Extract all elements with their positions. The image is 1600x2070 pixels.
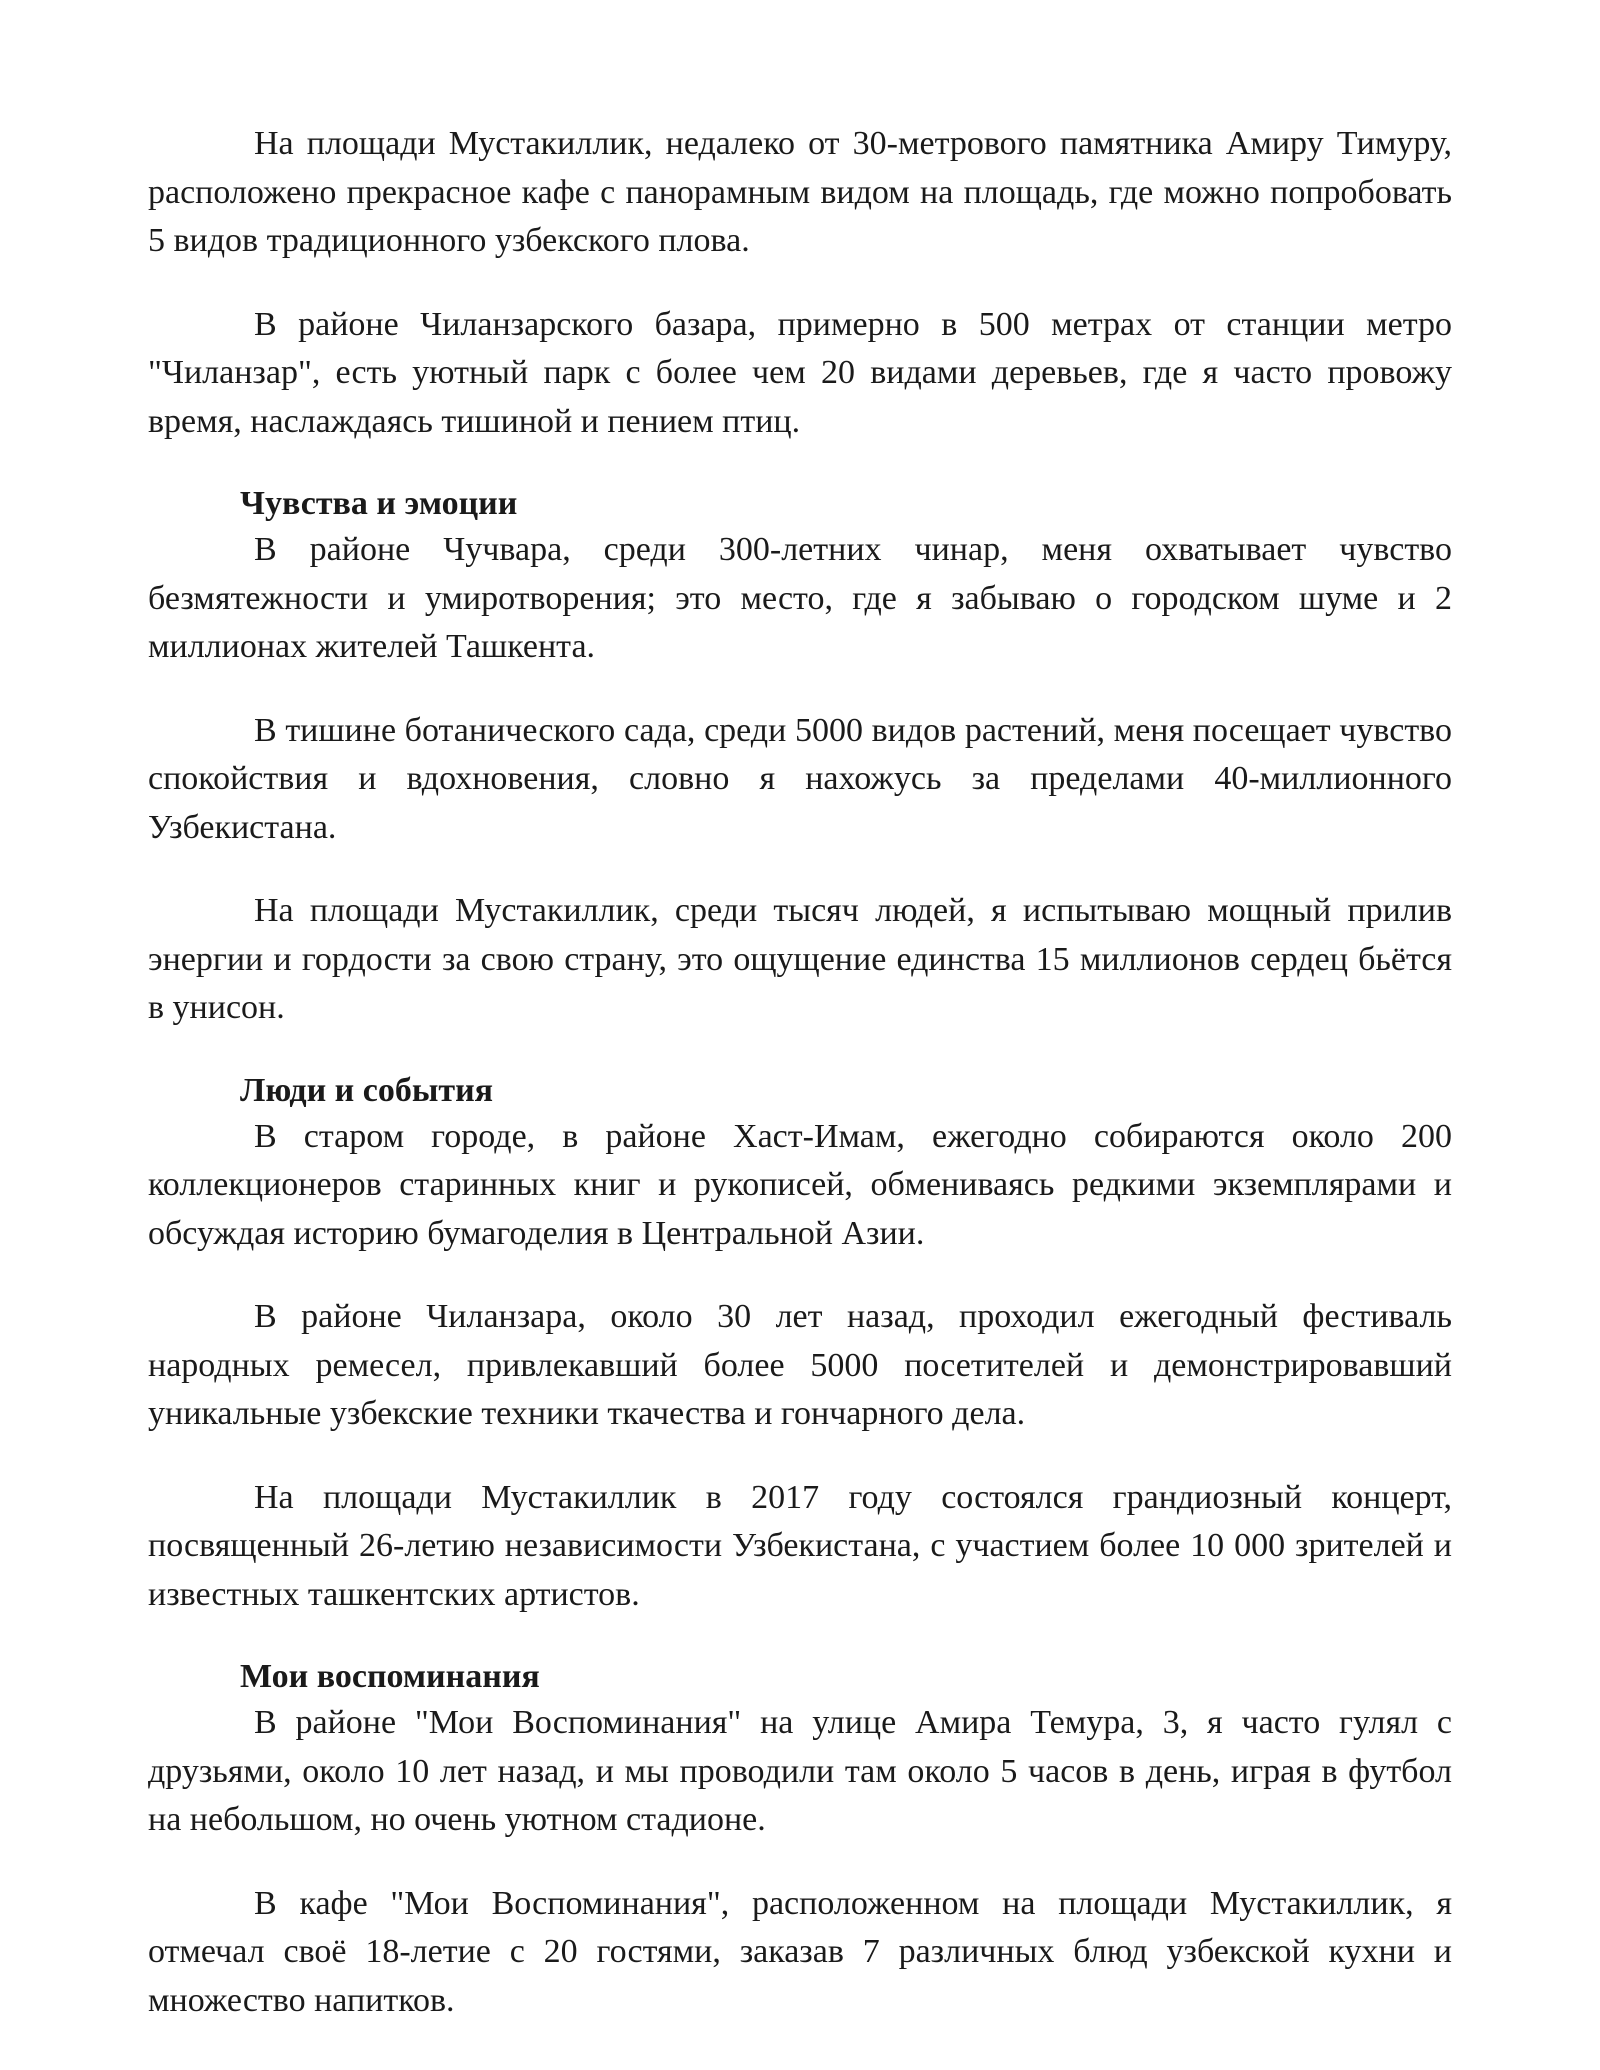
paragraph: В районе Чучвара, среди 300-летних чинар, меня охватывает чувство безмятежности и умиротворения; это место, где я забываю о городском шуме и 2 миллионах жителей Ташкента.	[148, 531, 1452, 665]
paragraph: В кафе "Мои Воспоминания", расположенном на площади Мустакиллик, я отмечал своё 18-летие с 20 гостями, заказав 7 различных блюд узбекской кухни и множество напитков.	[148, 1884, 1452, 2019]
paragraph: На площади Мустакиллик, среди тысяч людей, я испытываю мощный прилив энергии и гордости за свою страну, это ощущение единства 15 миллионов сердец бьётся в унисон.	[148, 892, 1452, 1026]
section-heading: Мои воспоминания	[240, 1658, 540, 1695]
section-heading: Люди и события	[240, 1071, 494, 1109]
section-heading: Чувства и эмоции	[240, 485, 518, 522]
paragraph: На площади Мустакиллик в 2017 году состоялся грандиозный концерт, посвященный 26-летию независимости Узбекистана, с участием более 10 000 зрителей и известных ташкентских артистов.	[148, 1478, 1452, 1613]
paragraph: На площади Мустакиллик, недалеко от 30-метрового памятника Амиру Тимуру, расположено прекрасное кафе с панорамным видом на площадь, где можно попробовать 5 видов традиционного узбекского плова.	[148, 125, 1452, 259]
paragraph: В старом городе, в районе Хаст-Имам, ежегодно собираются около 200 коллекционеров старинных книг и рукописей, обмениваясь редкими экземплярами и обсуждая историю бумагоделия в Центральной Азии.	[148, 1117, 1452, 1252]
paragraph: В тишине ботанического сада, среди 5000 видов растений, меня посещает чувство спокойствия и вдохновения, словно я нахожусь за пределами 40-миллионного Узбекистана.	[148, 711, 1452, 846]
paragraph: В районе "Мои Воспоминания" на улице Амира Темура, 3, я часто гулял с друзьями, около 10 лет назад, и мы проводили там около 5 часов в день, играя в футбол на небольшом, но очень уютном стадионе.	[148, 1704, 1452, 1838]
document-page	[148, 120, 1452, 2060]
paragraph: В районе Чиланзара, около 30 лет назад, проходил ежегодный фестиваль народных ремесел, привлекавший более 5000 посетителей и демонстрировавший уникальные узбекские техники ткачества и гончарного дела.	[148, 1298, 1452, 1432]
paragraph: В районе Чиланзарского базара, примерно в 500 метрах от станции метро "Чиланзар", есть уютный парк с более чем 20 видами деревьев, где я часто провожу время, наслаждаясь тишиной и пением птиц.	[148, 305, 1452, 440]
